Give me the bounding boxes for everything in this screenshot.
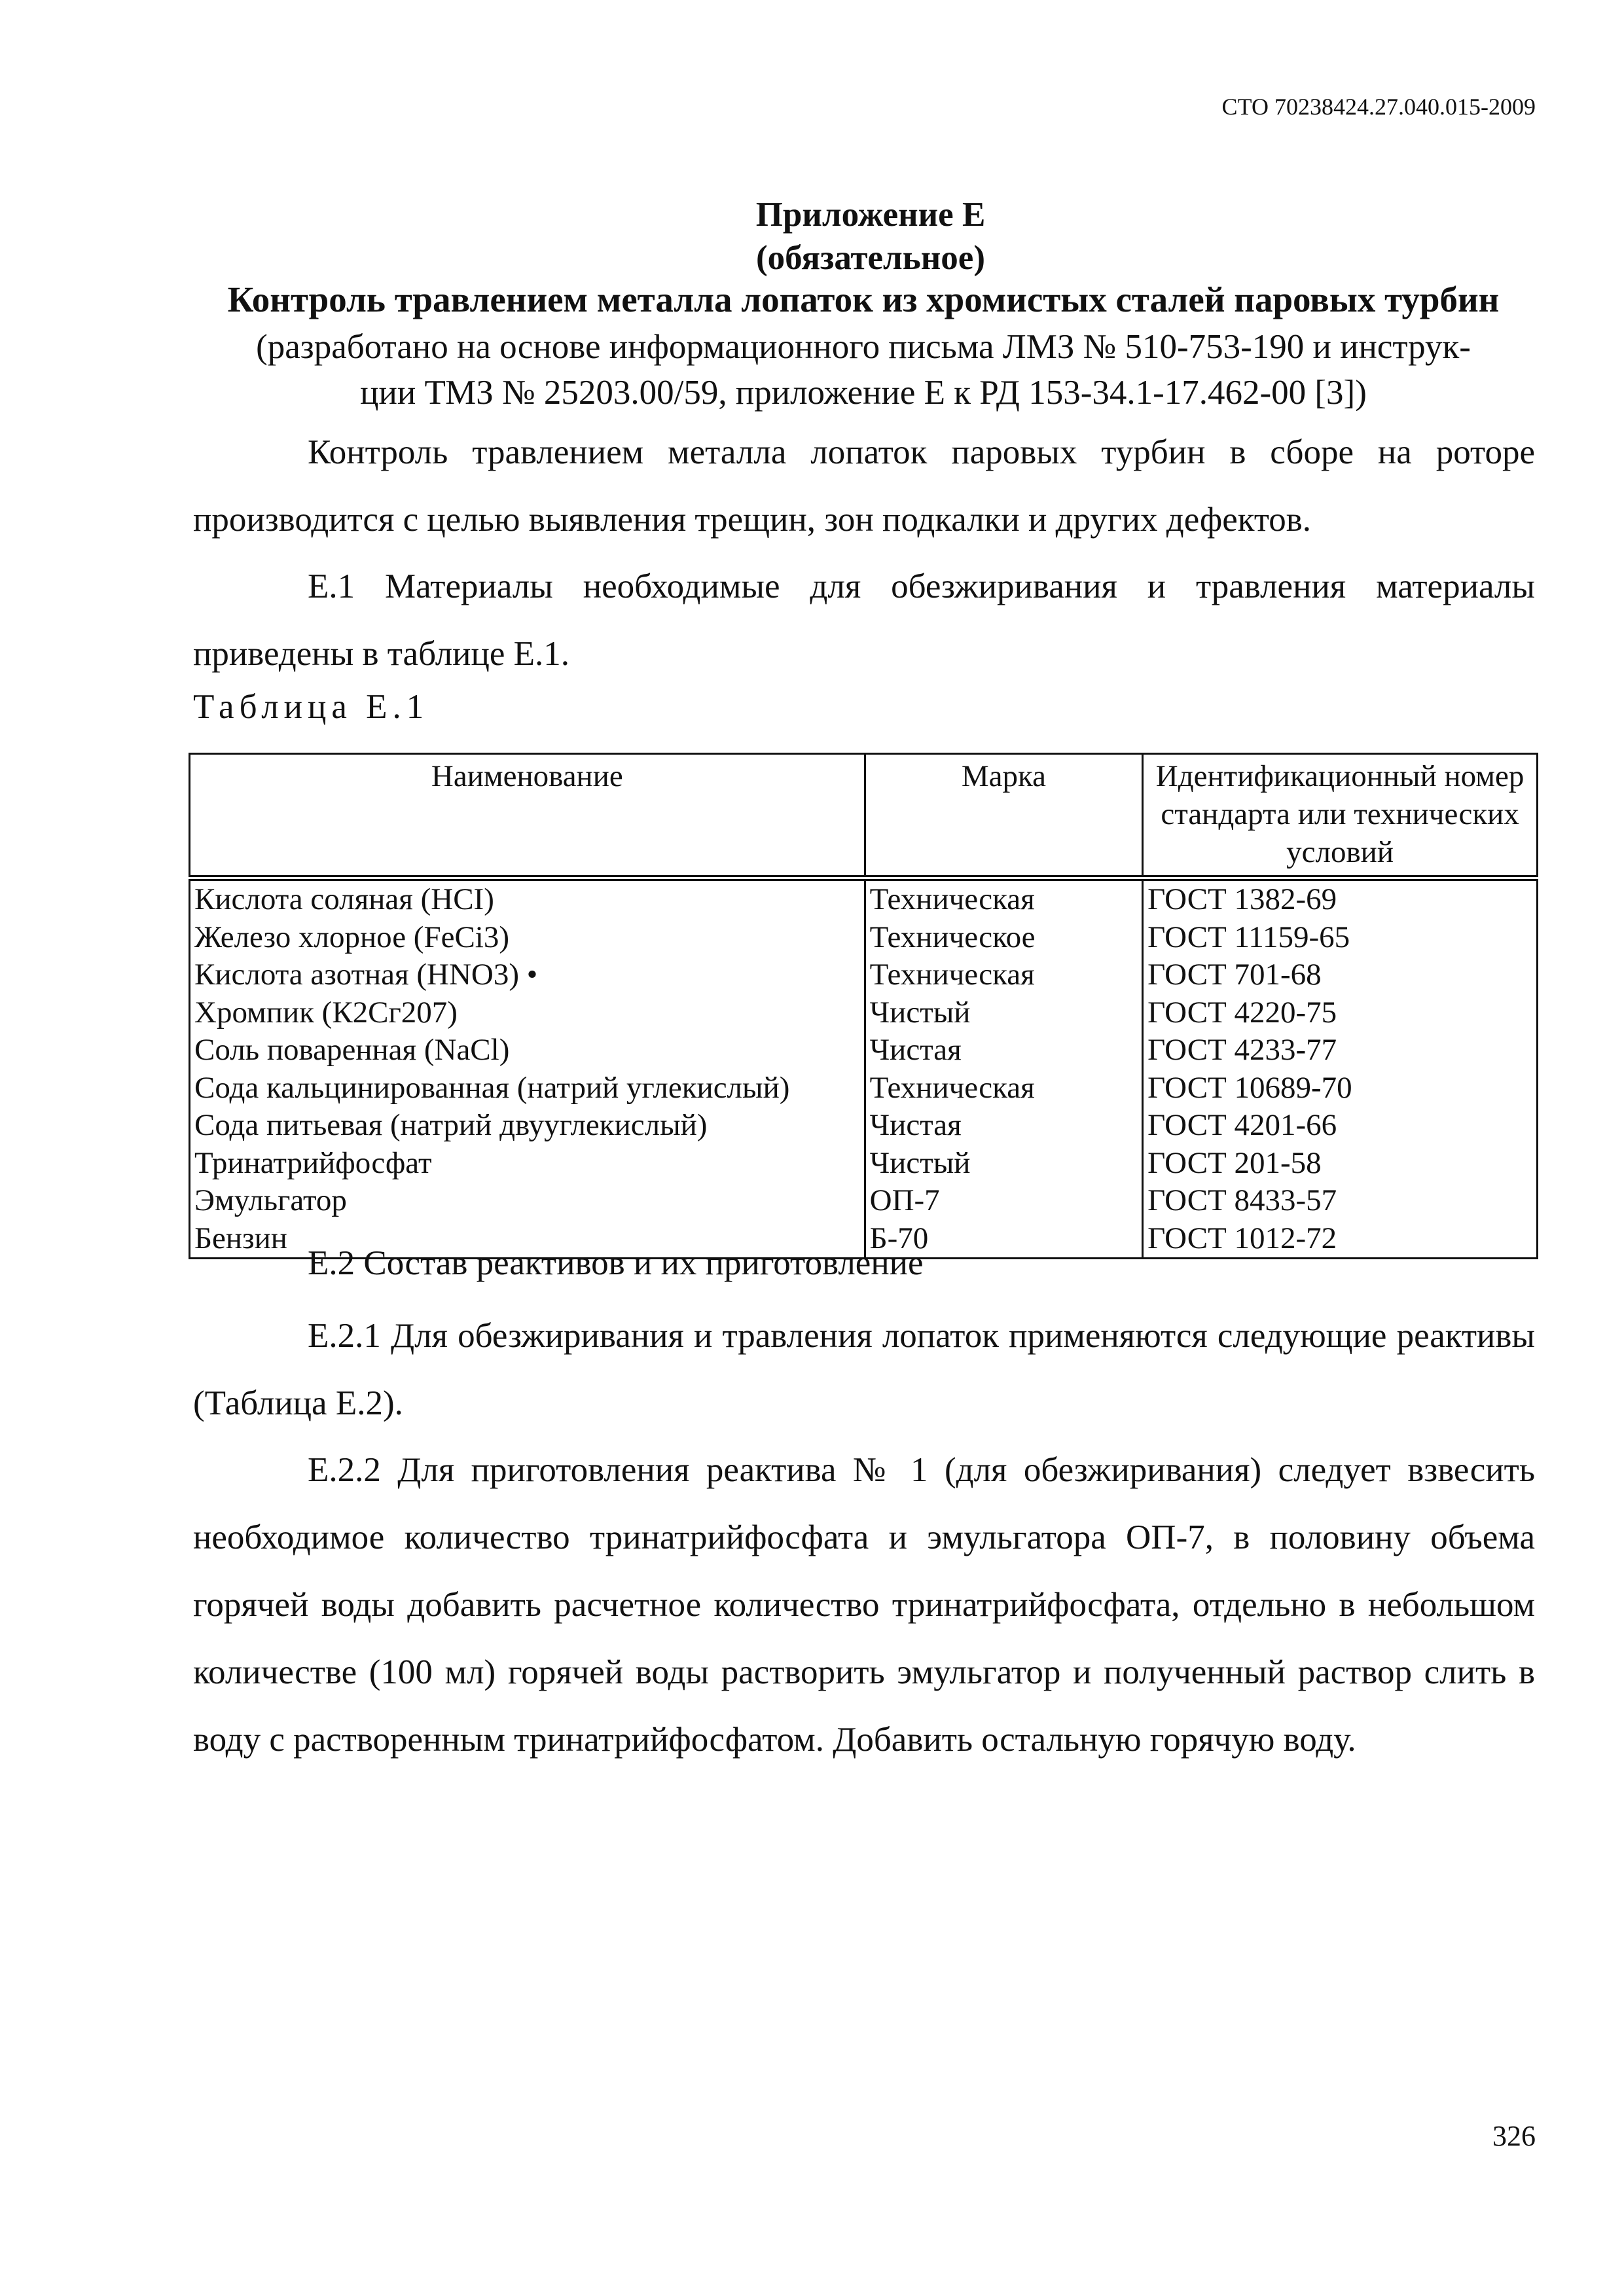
cell-name: Бензин: [190, 1220, 865, 1259]
cell-standard: ГОСТ 1012-72: [1143, 1220, 1538, 1259]
section-e21-paragraph: Е.2.1 Для обезжиривания и травления лопаток применяются следующие реактивы (Таблица Е.2).: [193, 1317, 1535, 1422]
cell-standard: ГОСТ 201-58: [1143, 1145, 1538, 1183]
table-row: [190, 1069, 1538, 1107]
appendix-title: Приложение Е: [755, 196, 986, 234]
cell-name: Хромпик (К2Сг207): [190, 994, 865, 1032]
source-note-line1: (разработано на основе информационного письма ЛМЗ № 510-753-190 и инструк-: [256, 328, 1471, 366]
cell-standard: ГОСТ 4220-75: [1143, 994, 1538, 1032]
cell-grade: Чистый: [865, 994, 1143, 1032]
cell-standard: ГОСТ 4233-77: [1143, 1031, 1538, 1069]
table-row: [190, 956, 1538, 994]
cell-grade: Чистая: [865, 1107, 1143, 1145]
cell-name: Железо хлорное (FeCi3): [190, 919, 865, 957]
table-row: [190, 1145, 1538, 1183]
header-standard: Идентификационный номер стандарта или технических условий: [1143, 754, 1538, 878]
cell-name: Кислота азотная (HNO3) •: [190, 956, 865, 994]
cell-name: Сода питьевая (натрий двууглекислый): [190, 1107, 865, 1145]
section-e2-heading: Е.2 Состав реактивов и их приготовление: [308, 1244, 924, 1282]
table-row: [190, 1107, 1538, 1145]
appendix-subject: Контроль травлением металла лопаток из хромистых сталей паровых турбин: [227, 279, 1500, 319]
cell-grade: Чистый: [865, 1145, 1143, 1183]
cell-grade: Техническая: [865, 1069, 1143, 1107]
cell-name: Кислота соляная (HCI): [190, 878, 865, 919]
cell-name: Сода кальцинированная (натрий углекислый): [190, 1069, 865, 1107]
cell-grade: Техническая: [865, 878, 1143, 919]
cell-standard: ГОСТ 11159-65: [1143, 919, 1538, 957]
cell-grade: Техническое: [865, 919, 1143, 957]
section-e1-paragraph: Е.1 Материалы необходимые для обезжиривания и травления материалы приведены в таблице Е.1.: [193, 567, 1535, 673]
header-grade: Марка: [865, 754, 1143, 878]
cell-standard: ГОСТ 1382-69: [1143, 878, 1538, 919]
table-row: [190, 878, 1538, 919]
table-row: [190, 1031, 1538, 1069]
materials-table: [189, 753, 1538, 1259]
header-name: Наименование: [190, 754, 865, 878]
table-row: [190, 994, 1538, 1032]
table-label: Таблица Е.1: [193, 688, 429, 726]
cell-standard: ГОСТ 701-68: [1143, 956, 1538, 994]
cell-name: Соль поваренная (NaCl): [190, 1031, 865, 1069]
intro-paragraph: Контроль травлением металла лопаток паровых турбин в сборе на роторе производится с целью выявления трещин, зон подкалки и других дефектов.: [193, 433, 1535, 539]
cell-standard: ГОСТ 8433-57: [1143, 1182, 1538, 1220]
cell-grade: Б-70: [865, 1220, 1143, 1259]
cell-name: Тринатрийфосфат: [190, 1145, 865, 1183]
table-row: [190, 919, 1538, 957]
cell-grade: Техническая: [865, 956, 1143, 994]
page-number: 326: [1492, 2120, 1536, 2152]
cell-standard: ГОСТ 4201-66: [1143, 1107, 1538, 1145]
appendix-heading: [0, 193, 1624, 279]
source-note: [190, 324, 1537, 416]
section-e22-paragraph: Е.2.2 Для приготовления реактива № 1 (для обезжиривания) следует взвесить необходимое количество тринатрийфосфата и эмульгатора ОП-7, в половину объема горячей воды добавить расчетное количество тринатрийфосфата, отдельно в небольшом количестве (100 мл) горячей воды растворить эмульгатор и полученный раствор слить в воду с растворенным тринатрийфосфатом. Добавить остальную горячую воду.: [193, 1451, 1535, 1759]
table-header-row: [190, 754, 1538, 878]
source-note-line2: ции ТМЗ № 25203.00/59, приложение Е к РД 153-34.1-17.462-00 [3]): [360, 374, 1367, 412]
cell-grade: Чистая: [865, 1031, 1143, 1069]
document-code: СТО 70238424.27.040.015-2009: [1221, 94, 1536, 120]
table-row: [190, 1182, 1538, 1220]
cell-name: Эмульгатор: [190, 1182, 865, 1220]
appendix-status: (обязательное): [756, 239, 985, 277]
cell-standard: ГОСТ 10689-70: [1143, 1069, 1538, 1107]
cell-grade: ОП-7: [865, 1182, 1143, 1220]
